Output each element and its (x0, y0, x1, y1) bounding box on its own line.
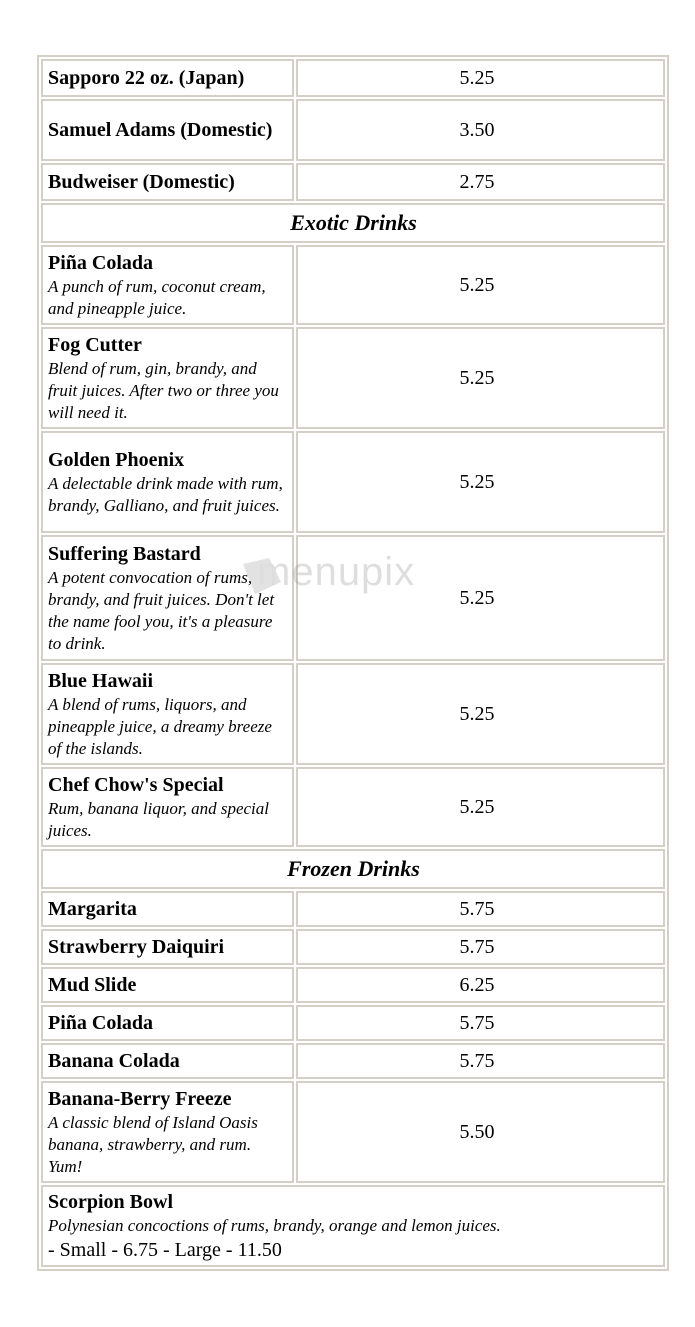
item-price: 5.25 (296, 767, 665, 847)
item-description: A blend of rums, liquors, and pineapple juice, a dreamy breeze of the islands. (48, 695, 272, 758)
item-name-cell (41, 1043, 294, 1079)
item-name: Banana-Berry Freeze (48, 1088, 232, 1110)
menu-row (41, 967, 665, 1003)
menu-row (41, 99, 665, 161)
menu-row (41, 663, 665, 765)
item-name-cell (41, 99, 294, 161)
item-price: 5.50 (296, 1081, 665, 1183)
item-description: A delectable drink made with rum, brandy, Galliano, and fruit juices. (48, 474, 283, 515)
menu-row (41, 59, 665, 97)
item-price: 3.50 (296, 99, 665, 161)
item-description: A classic blend of Island Oasis banana, strawberry, and rum. Yum! (48, 1113, 258, 1176)
item-description: Rum, banana liquor, and special juices. (48, 799, 269, 840)
item-name-cell (41, 929, 294, 965)
item-name-cell (41, 431, 294, 533)
section-header-row (41, 849, 665, 889)
item-name: Banana Colada (48, 1050, 180, 1072)
item-name: Blue Hawaii (48, 670, 154, 692)
menu-row (41, 929, 665, 965)
item-description: A potent convocation of rums, brandy, and fruit juices. Don't let the name fool you, it's a pleasure to drink. (48, 568, 275, 653)
item-name-cell (41, 327, 294, 429)
item-name: Margarita (48, 898, 137, 920)
item-name: Strawberry Daiquiri (48, 936, 225, 958)
item-price: 2.75 (296, 163, 665, 201)
drinks-menu-table (37, 55, 669, 1271)
item-name-cell (41, 59, 294, 97)
menu-row (41, 1043, 665, 1079)
item-name: Scorpion Bowl (48, 1191, 174, 1213)
item-price: 5.75 (296, 891, 665, 927)
item-name: Chef Chow's Special (48, 774, 224, 796)
item-name-cell (41, 535, 294, 661)
item-description: Blend of rum, gin, brandy, and fruit juices. After two or three you will need it. (48, 359, 279, 422)
item-name: Golden Phoenix (48, 449, 185, 471)
item-price: 5.25 (296, 245, 665, 325)
item-sizes-prices: - Small - 6.75 - Large - 11.50 (48, 1239, 282, 1261)
item-name-cell (41, 163, 294, 201)
item-name: Sapporo 22 oz. (Japan) (48, 67, 245, 89)
item-name: Budweiser (Domestic) (48, 171, 235, 193)
item-price: 5.75 (296, 929, 665, 965)
item-name-cell (41, 967, 294, 1003)
section-header-frozen: Frozen Drinks (41, 849, 665, 889)
item-price: 5.75 (296, 1043, 665, 1079)
menu-row (41, 535, 665, 661)
menu-row (41, 431, 665, 533)
item-name-cell (41, 663, 294, 765)
item-name: Samuel Adams (Domestic) (48, 119, 273, 141)
menu-row (41, 163, 665, 201)
item-price: 5.25 (296, 535, 665, 661)
item-name-cell (41, 767, 294, 847)
item-price: 5.25 (296, 327, 665, 429)
menu-row (41, 1185, 665, 1267)
menu-row (41, 767, 665, 847)
menu-row (41, 245, 665, 325)
section-header-row (41, 203, 665, 243)
item-description: A punch of rum, coconut cream, and pineapple juice. (48, 277, 266, 318)
item-name-cell (41, 891, 294, 927)
item-price: 6.25 (296, 967, 665, 1003)
item-price: 5.25 (296, 59, 665, 97)
item-name: Piña Colada (48, 252, 154, 274)
item-name-cell (41, 1081, 294, 1183)
item-price: 5.25 (296, 663, 665, 765)
item-name-cell (41, 1185, 665, 1267)
menu-row (41, 1005, 665, 1041)
watermark-text: menupix (257, 550, 416, 594)
item-price: 5.25 (296, 431, 665, 533)
item-name: Piña Colada (48, 1012, 154, 1034)
item-price: 5.75 (296, 1005, 665, 1041)
item-name: Mud Slide (48, 974, 137, 996)
item-description: Polynesian concoctions of rums, brandy, orange and lemon juices. (48, 1216, 501, 1235)
section-header-exotic: Exotic Drinks (41, 203, 665, 243)
item-name: Fog Cutter (48, 334, 142, 356)
item-name: Suffering Bastard (48, 543, 201, 565)
item-name-cell (41, 1005, 294, 1041)
menu-row (41, 1081, 665, 1183)
menu-row (41, 891, 665, 927)
menu-row (41, 327, 665, 429)
item-name-cell (41, 245, 294, 325)
